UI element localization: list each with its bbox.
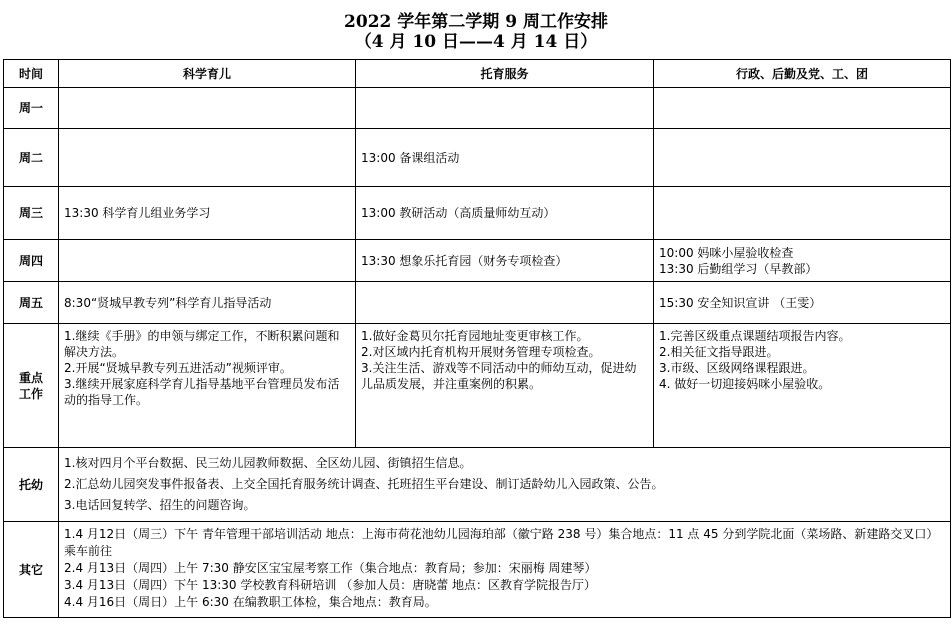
other-item: 3.4 月13日（周四）下午 13:30 学校教育科研培训 （参加人员：唐晓蕾 地点：区教育学院报告厅） bbox=[64, 578, 597, 592]
key-work-item: 2.相关征文指导跟进。 bbox=[659, 345, 779, 359]
schedule-entry: 13:30 想象乐托育园（财务专项检查） bbox=[361, 253, 568, 268]
key-work-item: 1.继续《手册》的申领与绑定工作，不断积累问题和解决方法。 bbox=[64, 329, 340, 359]
day-label: 周四 bbox=[4, 240, 59, 282]
admin-cell bbox=[654, 282, 951, 324]
tuoyou-item: 2.汇总幼儿园突发事件报备表、上交全国托育服务统计调查、托班招生平台建设、制订适龄幼儿入园政策、公告。 bbox=[64, 477, 664, 491]
table-row bbox=[4, 448, 951, 522]
schedule-entry: 13:30 科学育儿组业务学习 bbox=[64, 206, 211, 220]
column-header-time: 时间 bbox=[4, 60, 59, 88]
tuoyou-cell bbox=[59, 448, 951, 522]
key-work-label: 重点工作 bbox=[4, 324, 59, 448]
key-work-item: 1.完善区级重点课题结项报告内容。 bbox=[659, 329, 851, 343]
day-label: 周五 bbox=[4, 282, 59, 324]
schedule-table bbox=[3, 59, 951, 618]
key-work-item: 1.做好金葛贝尔托育园地址变更审核工作。 bbox=[361, 329, 589, 343]
science-cell bbox=[59, 88, 356, 129]
childcare-cell bbox=[356, 187, 654, 240]
tuoyou-item: 1.核对四月个平台数据、民三幼儿园教师数据、全区幼儿园、街镇招生信息。 bbox=[64, 456, 472, 470]
science-key-work bbox=[59, 324, 356, 448]
admin-cell bbox=[654, 88, 951, 129]
schedule-entry: 13:00 教研活动（高质量师幼互动） bbox=[361, 206, 556, 220]
date-range-subtitle: （4 月 10 日——4 月 14 日） bbox=[354, 32, 598, 52]
table-row bbox=[4, 324, 951, 448]
key-work-item: 3.市级、区级网络课程跟进。 bbox=[659, 361, 815, 375]
other-label: 其它 bbox=[4, 522, 59, 618]
childcare-cell bbox=[356, 88, 654, 129]
header-row bbox=[4, 60, 951, 88]
key-work-item: 2.对区域内托育机构开展财务管理专项检查。 bbox=[361, 345, 601, 359]
schedule-entry: 8:30“贤城早教专列”科学育儿指导活动 bbox=[64, 295, 272, 310]
admin-cell bbox=[654, 240, 951, 282]
other-cell bbox=[59, 522, 951, 618]
schedule-entry: 10:00 妈咪小屋验收检查 bbox=[659, 245, 794, 260]
tuoyou-item: 3.电话回复转学、招生的问题咨询。 bbox=[64, 498, 256, 512]
science-cell bbox=[59, 129, 356, 187]
other-item: 4.4 月16日（周日）上午 6:30 在编教职工体检，集合地点：教育局。 bbox=[64, 595, 437, 609]
title-block bbox=[0, 12, 952, 52]
childcare-cell bbox=[356, 240, 654, 282]
table-row bbox=[4, 282, 951, 324]
admin-cell bbox=[654, 129, 951, 187]
childcare-cell bbox=[356, 129, 654, 187]
schedule-entry: 13:30 后勤组学习（早教部） bbox=[659, 261, 818, 276]
table-row bbox=[4, 129, 951, 187]
day-label: 周二 bbox=[4, 129, 59, 187]
column-header-admin: 行政、后勤及党、工、团 bbox=[654, 60, 951, 88]
admin-key-work bbox=[654, 324, 951, 448]
other-item: 1.4 月12日（周三）下午 青年管理干部培训活动 地点：上海市荷花池幼儿园海珀部（徽宁路 238 号）集合地点：11 点 45 分到学院北面（菜场路、新建路交叉口）乘车前往 bbox=[64, 527, 939, 558]
admin-cell bbox=[654, 187, 951, 240]
table-row bbox=[4, 522, 951, 618]
childcare-cell bbox=[356, 282, 654, 324]
science-cell bbox=[59, 187, 356, 240]
table-row bbox=[4, 240, 951, 282]
key-work-item: 4. 做好一切迎接妈咪小屋验收。 bbox=[659, 377, 831, 391]
key-work-item: 2.开展“贤城早教专列五进活动”视频评审。 bbox=[64, 361, 292, 375]
other-item: 2.4 月13日（周四）上午 7:30 静安区宝宝屋考察工作（集合地点：教育局；参加：宋丽梅 周建琴） bbox=[64, 561, 597, 575]
schedule-entry: 15:30 安全知识宣讲 （王雯） bbox=[659, 295, 822, 310]
column-header-science: 科学育儿 bbox=[59, 60, 356, 88]
schedule-entry: 13:00 备课组活动 bbox=[361, 150, 460, 165]
page-title: 2022 学年第二学期 9 周工作安排 bbox=[344, 12, 608, 32]
science-cell bbox=[59, 282, 356, 324]
day-label: 周一 bbox=[4, 88, 59, 129]
table-row bbox=[4, 187, 951, 240]
day-label: 周三 bbox=[4, 187, 59, 240]
key-work-item: 3.关注生活、游戏等不同活动中的师幼互动，促进幼儿品质发展，并注重案例的积累。 bbox=[361, 361, 637, 391]
science-cell bbox=[59, 240, 356, 282]
tuoyou-label: 托幼 bbox=[4, 448, 59, 522]
key-work-item: 3.继续开展家庭科学育儿指导基地平台管理员发布活动的指导工作。 bbox=[64, 377, 340, 407]
table-row bbox=[4, 88, 951, 129]
column-header-childcare: 托育服务 bbox=[356, 60, 654, 88]
childcare-key-work bbox=[356, 324, 654, 448]
